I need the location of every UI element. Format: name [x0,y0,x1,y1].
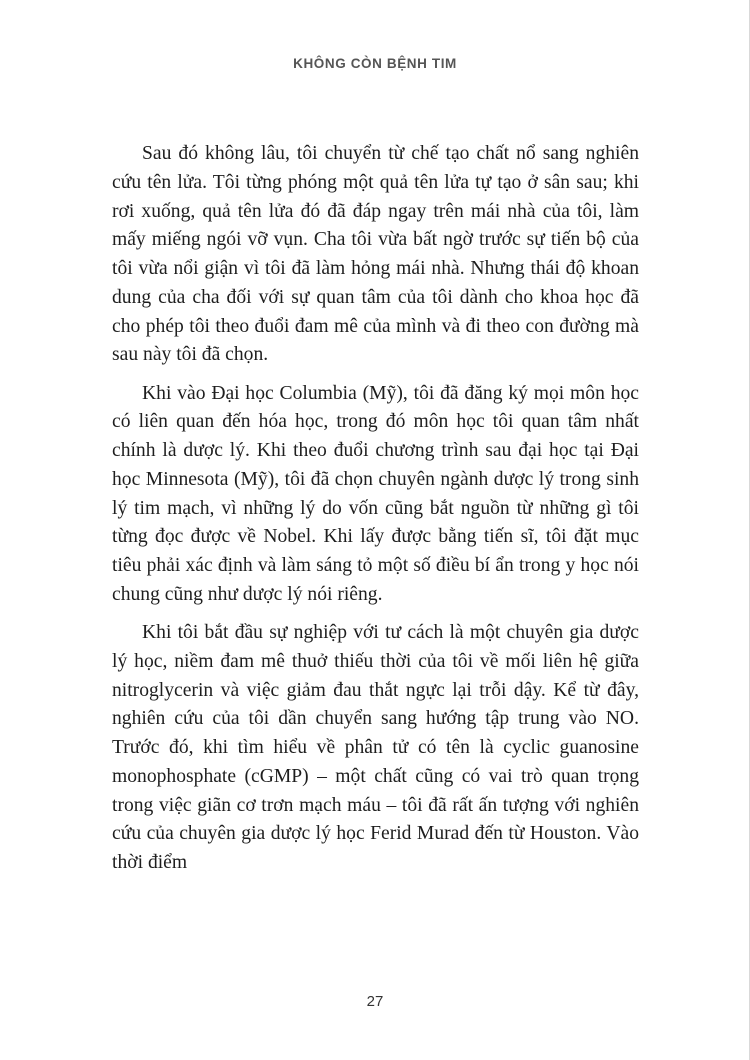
paragraph-2: Khi vào Đại học Columbia (Mỹ), tôi đã đăng ký mọi môn học có liên quan đến hóa học, trong đó môn học tôi quan tâm nhất chính là dược lý. Khi theo đuổi chương trình sau đại học tại Đại học Minnesota (Mỹ), tôi đã chọn chuyên ngành dược lý trong sinh lý tim mạch, vì những lý do vốn cũng bắt nguồn từ những gì tôi từng đọc được về Nobel. Khi lấy được bằng tiến sĩ, tôi đặt mục tiêu phải xác định và làm sáng tỏ một số điều bí ẩn trong y học nói chung cũng như dược lý nói riêng. [112,382,639,605]
page-number: 27 [366,993,384,1010]
body-text [112,140,639,887]
paragraph-1: Sau đó không lâu, tôi chuyển từ chế tạo chất nổ sang nghiên cứu tên lửa. Tôi từng phóng một quả tên lửa tự tạo ở sân sau; khi rơi xuống, quả tên lửa đó đã đáp ngay trên mái nhà của tôi, làm mấy miếng ngói vỡ vụn. Cha tôi vừa bất ngờ trước sự tiến bộ của tôi vừa nổi giận vì tôi đã làm hỏng mái nhà. Nhưng thái độ khoan dung của cha đối với sự quan tâm của tôi dành cho khoa học đã cho phép tôi theo đuổi đam mê của mình và đi theo con đường mà sau này tôi đã chọn. [112,143,639,366]
running-header: KHÔNG CÒN BỆNH TIM [293,56,457,71]
paragraph-3: Khi tôi bắt đầu sự nghiệp với tư cách là một chuyên gia dược lý học, niềm đam mê thuở thiếu thời của tôi về mối liên hệ giữa nitroglycerin và việc giảm đau thắt ngực lại trỗi dậy. Kể từ đây, nghiên cứu của tôi dần chuyển sang hướng tập trung vào NO. Trước đó, khi tìm hiểu về phân tử có tên là cyclic guanosine monophosphate (cGMP) – một chất cũng có vai trò quan trọng trong việc giãn cơ trơn mạch máu – tôi đã rất ấn tượng với nghiên cứu của chuyên gia dược lý học Ferid Murad đến từ Houston. Vào thời điểm [112,622,639,873]
